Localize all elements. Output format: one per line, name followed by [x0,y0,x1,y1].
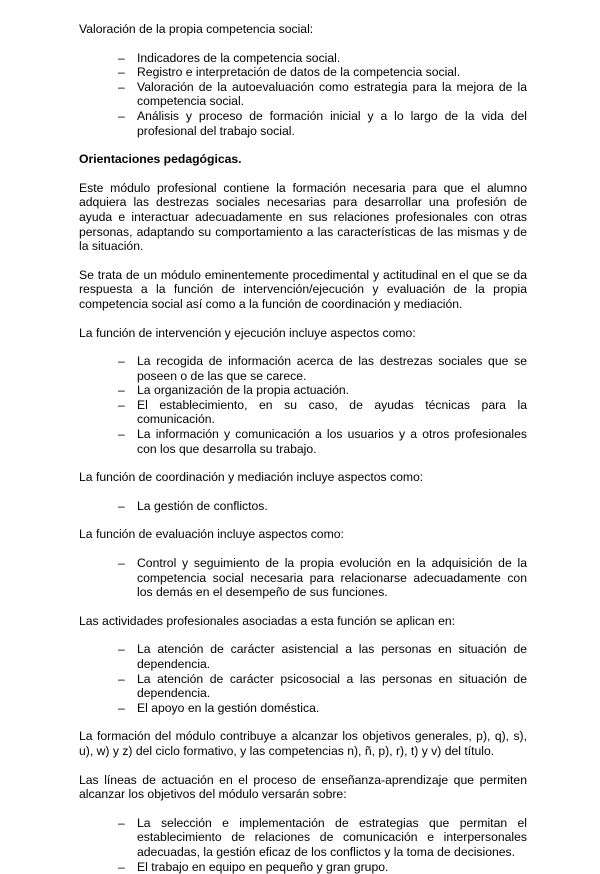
bullet-dash: – [118,50,125,65]
section1-intro: Valoración de la propia competencia social: [79,22,314,36]
objetivos-para: La formación del módulo contribuye a alcanzar los objetivos generales, p), q), s), u), w) y z) del ciclo formativo, y las competencias n), ñ, p), r), t) y v) del título. [79,729,527,758]
list-item-text: El trabajo en equipo en pequeño y gran grupo. [137,859,389,874]
list-item-text: La selección e implementación de estrategias que permitan el establecimiento de relaciones de comunicación e interpersonales adecuadas, la gestión eficaz de los conflictos y la toma de decisiones. [137,815,527,859]
list-item [79,556,527,600]
list-item [79,701,527,716]
document-page [79,22,527,874]
coordinacion-list [79,499,527,514]
list-item-text: Análisis y proceso de formación inicial y a lo largo de la vida del profesional del trabajo social. [137,108,527,138]
list-item-text: La organización de la propia actuación. [137,383,350,398]
list-item-text: La recogida de información acerca de las destrezas sociales que se poseen o de las que se carece. [137,354,527,383]
list-item-text: La información y comunicación a los usuarios y a otros profesionales con los que desarrolla su trabajo. [137,427,527,456]
list-item [79,51,527,66]
lineas-intro: Las líneas de actuación en el proceso de enseñanza-aprendizaje que permiten alcanzar los objetivos del módulo versarán sobre: [79,772,527,802]
section1-list [79,51,527,139]
list-item-text: El apoyo en la gestión doméstica. [137,700,320,715]
list-item-text: Registro e interpretación de datos de la competencia social. [137,65,461,80]
intervencion-list [79,354,527,456]
bullet-dash: – [118,354,125,369]
bullet-dash: – [118,815,125,830]
intervencion-intro: La función de intervención y ejecución incluye aspectos como: [79,325,416,340]
evaluacion-list [79,556,527,600]
coordinacion-intro: La función de coordinación y mediación incluye aspectos como: [79,470,424,485]
list-item [79,354,527,383]
list-item [79,383,527,398]
bullet-dash: – [118,859,125,874]
actividades-list [79,642,527,715]
bullet-dash: – [118,671,125,686]
actividades-intro: Las actividades profesionales asociadas a esta función se aplican en: [79,613,456,628]
bullet-dash: – [118,427,125,442]
list-item [79,816,527,860]
bullet-dash: – [118,498,125,513]
bullet-dash: – [118,642,125,657]
list-item [79,109,527,138]
list-item [79,860,527,874]
list-item-text: La gestión de conflictos. [137,498,268,513]
list-item [79,642,527,671]
bullet-dash: – [118,65,125,80]
bullet-dash: – [118,383,125,398]
list-item-text: Indicadores de la competencia social. [137,50,341,65]
list-item [79,672,527,701]
lineas-list [79,816,527,874]
list-item [79,80,527,109]
list-item [79,398,527,427]
list-item [79,427,527,456]
list-item-text: La atención de carácter asistencial a las personas en situación de dependencia. [137,642,527,671]
evaluacion-intro: La función de evaluación incluye aspectos como: [79,527,344,542]
orientaciones-para2: Se trata de un módulo eminentemente procedimental y actitudinal en el que se da respuesta a la función de intervención/ejecución y evaluación de la propia competencia social así como a la función de coordinación y mediación. [79,267,527,311]
bullet-dash: – [118,79,125,94]
orientaciones-heading: Orientaciones pedagógicas. [79,152,242,167]
list-item-text: El establecimiento, en su caso, de ayudas técnicas para la comunicación. [137,397,527,427]
list-item-text: La atención de carácter psicosocial a las personas en situación de dependencia. [137,671,527,701]
orientaciones-para1: Este módulo profesional contiene la formación necesaria para que el alumno adquiera las destrezas sociales necesarias para desarrollar una profesión de ayuda e interactuar adecuadamente en sus relaciones profesionales con otras personas, adaptando su comportamiento a las características de las mismas y de la situación. [79,180,527,254]
list-item-text: Control y seguimiento de la propia evolución en la adquisición de la competencia social necesaria para relacionarse adecuadamente con los demás en el desempeño de sus funciones. [137,556,527,600]
list-item-text: Valoración de la autoevaluación como estrategia para la mejora de la competencia social. [137,79,527,109]
bullet-dash: – [118,700,125,715]
bullet-dash: – [118,556,125,571]
bullet-dash: – [118,108,125,123]
bullet-dash: – [118,397,125,412]
list-item [79,499,527,514]
list-item [79,65,527,80]
